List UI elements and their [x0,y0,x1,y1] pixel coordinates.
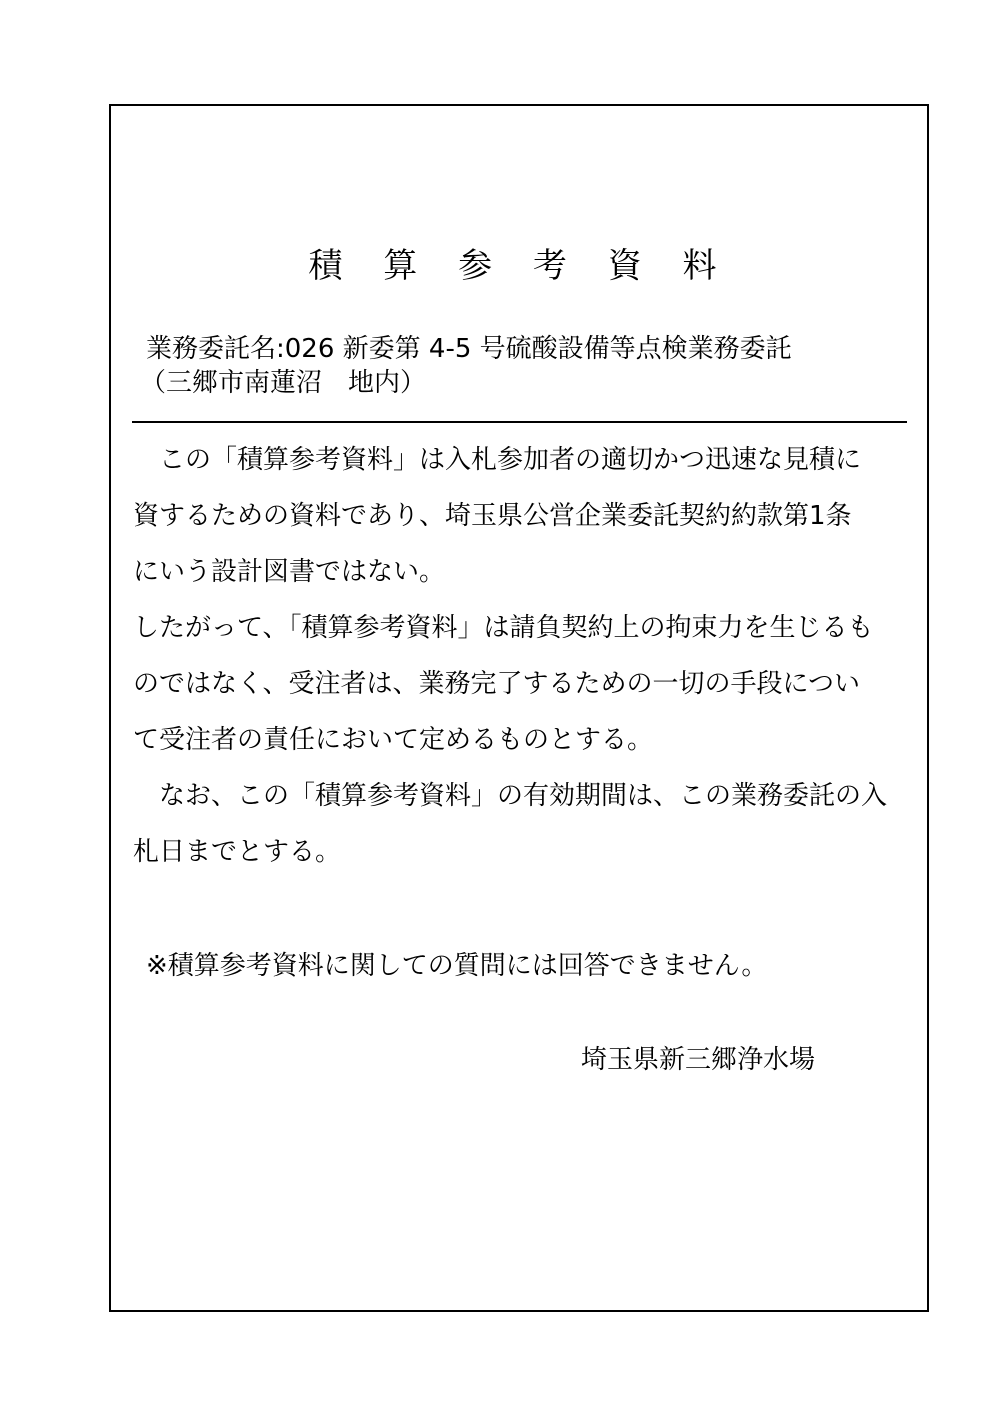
divider-line [132,421,907,423]
body-line: 資するための資料であり、埼玉県公営企業委託契約約款第1条 [133,501,852,531]
document-title: 積 算 参 考 資 料 [308,246,732,286]
body-line: なお、この「積算参考資料」の有効期間は、この業務委託の入 [133,781,888,811]
body-line: のではなく、受注者は、業務完了するための一切の手段につい [133,669,860,699]
body-line: て受注者の責任において定めるものとする。 [133,725,654,755]
subject-line-2: （三郷市南蓮沼 地内） [140,368,427,398]
body-paragraphs [133,432,908,880]
subject-line-1: 業務委託名:026 新委第 4-5 号硫酸設備等点検業務委託 [146,334,792,364]
body-line: この「積算参考資料」は入札参加者の適切かつ迅速な見積に [133,445,862,475]
issuing-organization: 埼玉県新三郷浄水場 [581,1045,816,1075]
contract-subject [140,332,916,400]
inquiry-note: ※積算参考資料に関しての質問には回答できません。 [146,951,768,981]
body-line: 札日までとする。 [133,837,342,867]
body-line: にいう設計図書ではない。 [133,557,446,587]
body-line: したがって、「積算参考資料」は請負契約上の拘束力を生じるも [133,613,874,643]
